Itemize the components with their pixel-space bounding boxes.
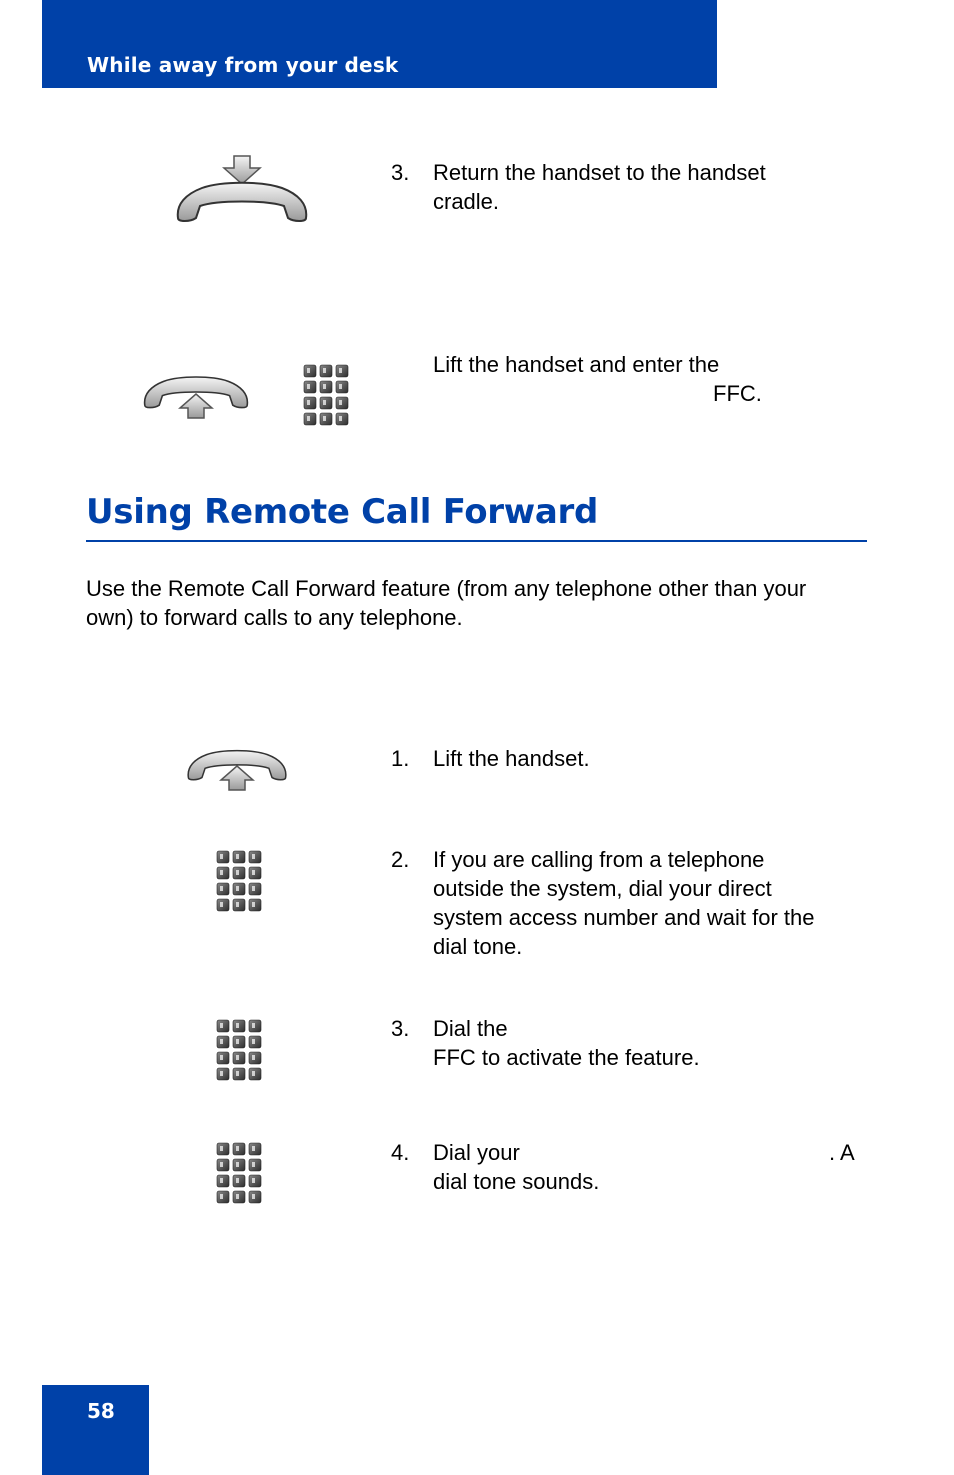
handset-down-icon <box>172 154 312 226</box>
keypad-icon <box>215 848 263 914</box>
section-intro: Use the Remote Call Forward feature (from any telephone other than your own) to forward calls to any telephone. <box>86 576 807 630</box>
step-text-line: cradle. <box>433 189 500 214</box>
step-text-line: Dial your <box>433 1140 520 1165</box>
page-number-box <box>42 1385 149 1475</box>
step-number: 3. <box>391 160 410 185</box>
step-text-line: If you are calling from a telephone <box>433 847 765 872</box>
step-return-handset <box>391 158 851 218</box>
step-text-line: Lift the handset. <box>433 746 590 771</box>
keypad-icon <box>215 1140 263 1206</box>
keypad-icon <box>302 362 350 428</box>
step-text-line: dial tone sounds. <box>433 1169 600 1194</box>
step-text-line: Dial the <box>433 1016 508 1041</box>
step-text-line: FFC. <box>713 381 762 406</box>
step-1 <box>391 744 851 776</box>
step-text-line: outside the system, dial your direct <box>433 876 772 901</box>
header-bar <box>42 0 717 88</box>
step-number: 2. <box>391 847 410 872</box>
step-2 <box>391 845 871 965</box>
handset-up-icon <box>165 742 313 792</box>
step-text-line: FFC to activate the feature. <box>433 1045 700 1070</box>
step-number: 3. <box>391 1016 410 1041</box>
step-lift-and-enter <box>391 350 851 410</box>
step-text-line: dial tone. <box>433 934 523 959</box>
step-text-line: Lift the handset and enter the <box>433 352 720 377</box>
step-number: 1. <box>391 746 410 771</box>
keypad-icon <box>215 1017 263 1083</box>
step-text-line: system access number and wait for the <box>433 905 815 930</box>
step-number: 4. <box>391 1140 410 1165</box>
header-title: While away from your desk <box>87 53 399 77</box>
section-title: Using Remote Call Forward <box>86 492 599 532</box>
step-text-line: Return the handset to the handset <box>433 160 766 185</box>
handset-up-icon <box>124 368 272 420</box>
page-number: 58 <box>87 1399 115 1423</box>
step-4 <box>391 1138 871 1198</box>
section-divider <box>86 540 867 542</box>
step-3 <box>391 1014 851 1074</box>
step-text-line: . A <box>829 1140 855 1165</box>
